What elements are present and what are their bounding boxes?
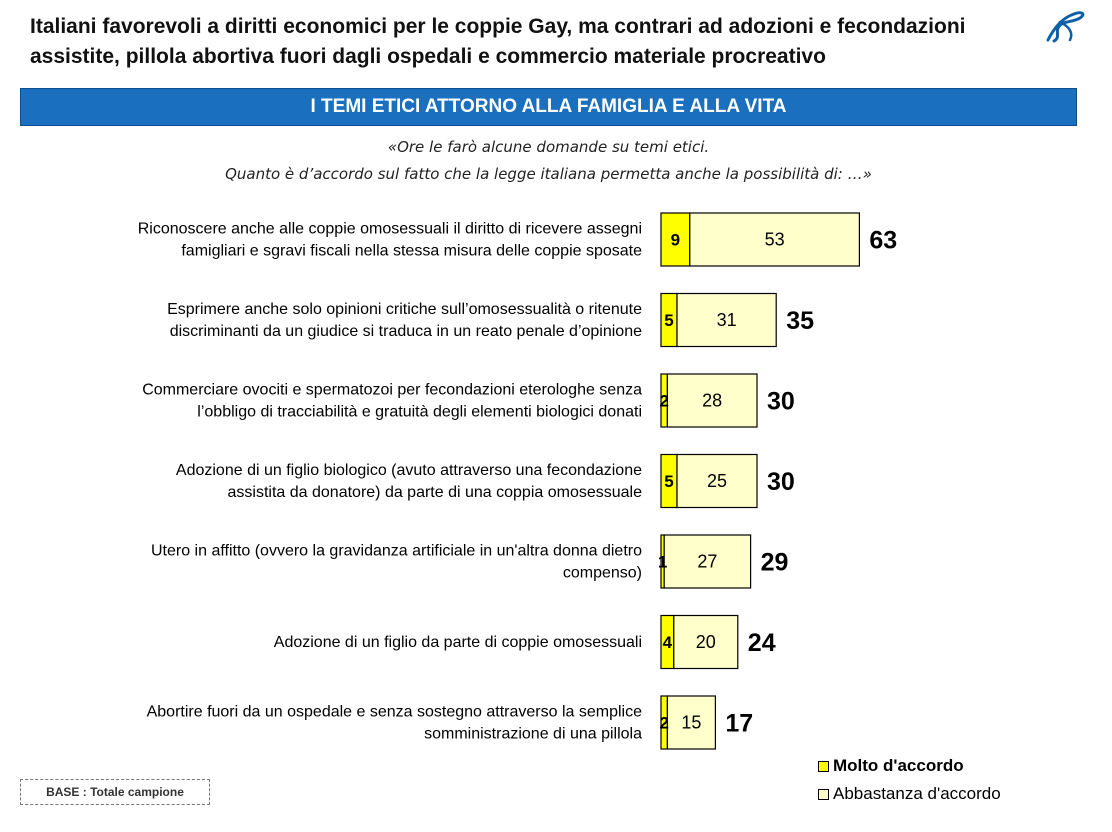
label-abbastanza: 15 xyxy=(681,712,702,733)
base-note: BASE : Totale campione xyxy=(20,779,210,805)
label-molto: 9 xyxy=(670,230,681,250)
label-molto: 2 xyxy=(659,713,669,733)
legend-swatch-abbastanza xyxy=(818,789,829,800)
label-abbastanza: 53 xyxy=(764,229,785,250)
label-total: 63 xyxy=(869,226,898,255)
label-total: 30 xyxy=(767,387,795,416)
question-line-1: «Ore le farò alcune domande su temi etici. xyxy=(387,138,710,156)
label-total: 29 xyxy=(760,548,789,577)
category-label: Riconoscere anche alle coppie omosessuali il diritto di ricevere assegni famigliari e sgravi fiscali nella stessa misura delle coppie sposate xyxy=(137,220,642,260)
label-abbastanza: 28 xyxy=(702,390,723,411)
label-molto: 1 xyxy=(657,552,668,572)
question-line-2: Quanto è d’accordo sul fatto che la legge italiana permetta anche la possibilità di: …» xyxy=(225,165,872,183)
label-total: 17 xyxy=(725,709,754,738)
category-label: Abortire fuori da un ospedale e senza sostegno attraverso la semplice somministrazione di una pillola xyxy=(146,703,642,743)
legend xyxy=(818,752,1001,808)
legend-swatch-molto xyxy=(818,761,829,772)
category-label: Utero in affitto (ovvero la gravidanza artificiale in un'altra donna dietro compenso) xyxy=(150,542,642,582)
legend-item-molto xyxy=(818,752,1001,780)
label-total: 30 xyxy=(767,468,795,496)
label-total: 35 xyxy=(786,307,815,335)
label-total: 24 xyxy=(747,629,776,657)
label-abbastanza: 27 xyxy=(697,551,718,572)
label-molto: 5 xyxy=(664,472,674,491)
legend-item-abbastanza xyxy=(818,780,1001,808)
label-abbastanza: 20 xyxy=(695,632,716,652)
legend-label-molto: Molto d'accordo xyxy=(833,756,964,775)
label-molto: 4 xyxy=(662,633,673,652)
category-label: Adozione di un figlio biologico (avuto attraverso una fecondazione assistita da donatore) da parte di una coppia omosessuale xyxy=(175,462,642,501)
category-label: Esprimere anche solo opinioni critiche sull’omosessualità o ritenute discriminanti da un giudice si traduca in un reato penale d’opinione xyxy=(167,301,642,340)
section-banner: I TEMI ETICI ATTORNO ALLA FAMIGLIA E ALLA VITA xyxy=(20,88,1077,126)
title-line-2: assistite, pillola abortiva fuori dagli ospedali e commercio materiale procreativo xyxy=(30,45,826,68)
category-label: Adozione di un figlio da parte di coppie omosessuali xyxy=(273,634,642,651)
label-abbastanza: 31 xyxy=(716,310,737,330)
label-abbastanza: 25 xyxy=(706,471,728,491)
title-line-1: Italiani favorevoli a diritti economici per le coppie Gay, ma contrari ad adozioni e fecondazioni xyxy=(30,15,966,38)
legend-label-abbastanza: Abbastanza d'accordo xyxy=(833,784,1001,803)
category-label: Commerciare ovociti e spermatozoi per fecondazioni eterologhe senza l’obbligo di tracciabilità e gratuità degli elementi biologici donati xyxy=(142,381,642,421)
label-molto: 2 xyxy=(659,391,669,411)
label-molto: 5 xyxy=(664,311,674,330)
